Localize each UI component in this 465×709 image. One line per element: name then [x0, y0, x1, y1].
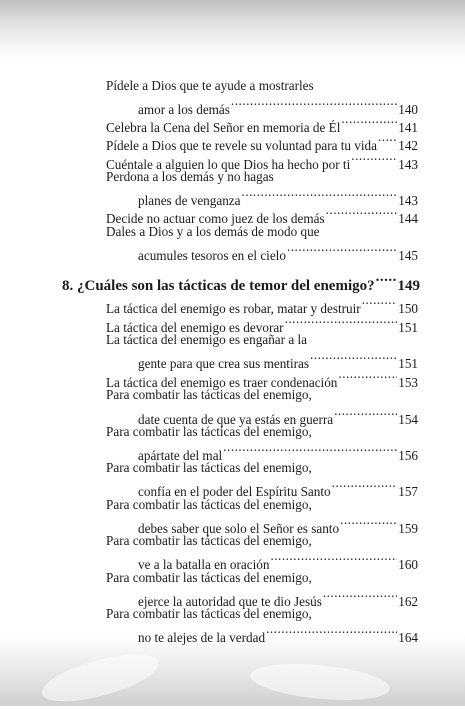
toc-entry — [138, 586, 418, 609]
page-number: 159 — [398, 521, 418, 536]
dot-leader — [266, 622, 397, 642]
dot-leader — [378, 130, 397, 150]
chapter-title: 8. ¿Cuáles son las tácticas de temor del enemigo? — [62, 278, 375, 294]
page-number: 151 — [398, 320, 418, 335]
entry-title: confía en el poder del Espíritu Santo — [138, 484, 331, 499]
entry-title: date cuenta de que ya estás en guerra — [138, 412, 334, 427]
page-number: 149 — [397, 278, 420, 294]
dot-leader — [340, 513, 397, 533]
page-number: 153 — [398, 375, 418, 390]
toc-entry — [106, 604, 418, 624]
dot-leader — [341, 112, 397, 132]
page-number: 156 — [398, 448, 418, 463]
entry-title: apártate del mal — [138, 448, 223, 463]
entry-title: Para combatir las tácticas del enemigo, — [106, 460, 312, 475]
toc-entry — [106, 149, 418, 172]
entry-title: acumules tesoros en el cielo — [138, 248, 286, 263]
entry-title: amor a los demás — [138, 102, 230, 117]
toc-entry — [138, 94, 418, 117]
page-number: 142 — [398, 138, 418, 153]
toc-entry — [106, 422, 418, 442]
toc-entry — [106, 531, 418, 551]
entry-title: planes de venganza — [138, 193, 241, 208]
dot-leader — [310, 348, 397, 368]
entry-title: La táctica del enemigo es engañar a la — [106, 332, 307, 347]
toc-entry — [106, 130, 418, 153]
dot-leader — [223, 440, 397, 460]
dot-leader — [323, 586, 397, 606]
entry-title: Pídele a Dios que te ayude a mostrarles — [106, 78, 314, 93]
toc-entry — [106, 222, 418, 242]
toc-entry — [138, 476, 418, 499]
entry-title: Cuéntale a alguien lo que Dios ha hecho por ti — [106, 157, 351, 172]
toc-entry — [106, 330, 418, 350]
page-number: 151 — [398, 356, 418, 371]
entry-title: gente para que crea sus mentiras — [138, 356, 309, 371]
dot-leader — [334, 404, 397, 424]
entry-title: Para combatir las tácticas del enemigo, — [106, 387, 312, 402]
dot-leader — [332, 476, 398, 496]
entry-title: Para combatir las tácticas del enemigo, — [106, 424, 312, 439]
dot-leader — [338, 367, 397, 387]
page-number: 140 — [398, 102, 418, 117]
entry-title: Para combatir las tácticas del enemigo, — [106, 533, 312, 548]
entry-title: no te alejes de la verdad — [138, 630, 266, 645]
entry-title: ejerce la autoridad que te dio Jesús — [138, 594, 322, 609]
entry-title: Para combatir las tácticas del enemigo, — [106, 497, 312, 512]
entry-title: La táctica del enemigo es devorar — [106, 320, 284, 335]
entry-title: La táctica del enemigo es traer condenación — [106, 375, 338, 390]
top-background-shade — [0, 0, 465, 60]
page-number: 162 — [398, 594, 418, 609]
toc-entry — [106, 367, 418, 390]
dot-leader — [362, 293, 398, 313]
page-number: 143 — [398, 157, 418, 172]
entry-title: debes saber que solo el Señor es santo — [138, 521, 340, 536]
dot-leader — [231, 94, 397, 114]
toc-entry — [138, 440, 418, 463]
entry-title: ve a la batalla en oración — [138, 557, 270, 572]
entry-title: Dales a Dios y a los demás de modo que — [106, 224, 320, 239]
toc-entry — [106, 385, 418, 405]
toc-entry — [106, 167, 418, 187]
entry-title: Para combatir las tácticas del enemigo, — [106, 606, 312, 621]
toc-entry — [106, 495, 418, 515]
dot-leader — [270, 549, 397, 569]
toc-entry — [138, 185, 418, 208]
page-number: 143 — [398, 193, 418, 208]
entry-title: Perdona a los demás y no hagas — [106, 169, 274, 184]
page-number: 141 — [398, 120, 418, 135]
toc-entry — [106, 312, 418, 335]
entry-title: La táctica del enemigo es robar, matar y destruir — [106, 301, 361, 316]
entry-title: Para combatir las tácticas del enemigo, — [106, 570, 312, 585]
page-number: 144 — [398, 211, 418, 226]
dot-leader — [242, 185, 398, 205]
page-number: 150 — [398, 301, 418, 316]
page-number: 145 — [398, 248, 418, 263]
dot-leader — [326, 203, 398, 223]
page-number: 154 — [398, 412, 418, 427]
toc-entry — [106, 458, 418, 478]
page-number: 157 — [398, 484, 418, 499]
entry-title: Decide no actuar como juez de los demás — [106, 211, 325, 226]
dot-leader — [287, 240, 397, 260]
dot-leader — [285, 312, 398, 332]
toc-entry — [106, 203, 418, 226]
dot-leader — [376, 270, 397, 290]
toc-entry — [138, 549, 418, 572]
page-number: 164 — [398, 630, 418, 645]
toc-entry — [138, 513, 418, 536]
toc-entry — [106, 76, 418, 96]
toc-entry — [138, 348, 418, 371]
toc-entry — [106, 112, 418, 135]
entry-title: Pídele a Dios que te revele su voluntad para tu vida — [106, 138, 377, 153]
toc-entry — [106, 293, 418, 316]
toc-entry — [138, 240, 418, 263]
page-number: 160 — [398, 557, 418, 572]
toc-entry — [138, 404, 418, 427]
toc-entry — [138, 622, 418, 645]
entry-title: Celebra la Cena del Señor en memoria de Él — [106, 120, 341, 135]
dot-leader — [351, 149, 397, 169]
chapter-heading — [62, 270, 420, 294]
toc-entry — [106, 568, 418, 588]
